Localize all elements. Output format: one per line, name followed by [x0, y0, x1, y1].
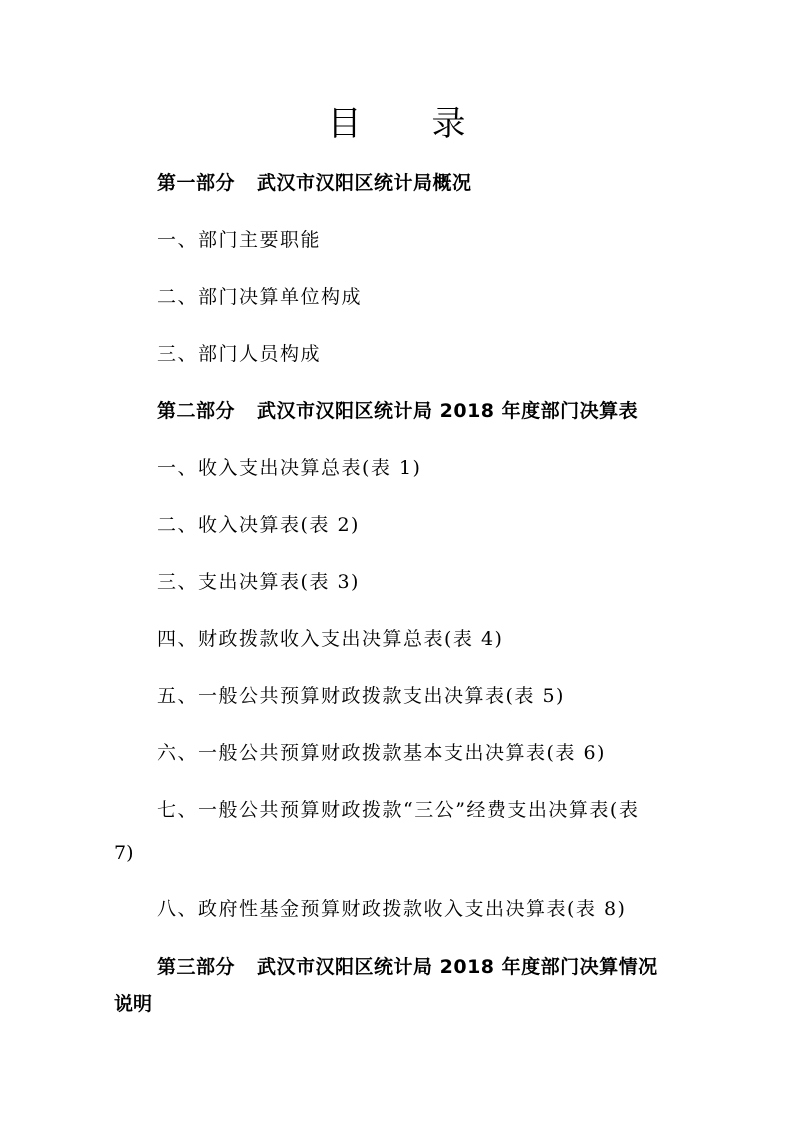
- part1-label: 第一部分: [157, 172, 236, 194]
- part2-title: 武汉市汉阳区统计局 2018 年度部门决算表: [257, 400, 639, 422]
- toc-item-part1-2[interactable]: 二、部门决算单位构成: [157, 286, 363, 308]
- part3-heading-continued[interactable]: 说明: [114, 993, 153, 1015]
- toc-item-part2-7[interactable]: 七、一般公共预算财政拨款“三公”经费支出决算表(表: [157, 799, 640, 821]
- part1-title: 武汉市汉阳区统计局概况: [257, 172, 472, 194]
- toc-item-part2-2[interactable]: 二、收入决算表(表 2): [157, 514, 360, 536]
- part3-label: 第三部分: [157, 956, 236, 978]
- toc-item-part2-7-continued[interactable]: 7): [114, 842, 134, 864]
- part3-heading[interactable]: [157, 955, 658, 979]
- toc-item-part2-4[interactable]: 四、财政拨款收入支出决算总表(表 4): [157, 628, 504, 650]
- toc-item-part2-6[interactable]: 六、一般公共预算财政拨款基本支出决算表(表 6): [157, 742, 606, 764]
- part3-title: 武汉市汉阳区统计局 2018 年度部门决算情况: [257, 956, 658, 978]
- toc-title-char-2: 录: [431, 104, 466, 144]
- toc-item-part2-8[interactable]: 八、政府性基金预算财政拨款收入支出决算表(表 8): [157, 898, 627, 920]
- part1-heading[interactable]: [157, 171, 472, 195]
- toc-item-part2-3[interactable]: 三、支出决算表(表 3): [157, 571, 360, 593]
- toc-item-part1-3[interactable]: 三、部门人员构成: [157, 343, 322, 365]
- part2-label: 第二部分: [157, 400, 236, 422]
- toc-item-part1-1[interactable]: 一、部门主要职能: [157, 229, 322, 251]
- toc-title: [0, 96, 793, 145]
- toc-item-part2-5[interactable]: 五、一般公共预算财政拨款支出决算表(表 5): [157, 685, 565, 707]
- part2-heading[interactable]: [157, 399, 638, 423]
- toc-title-char-1: 目: [327, 104, 362, 144]
- toc-item-part2-1[interactable]: 一、收入支出决算总表(表 1): [157, 457, 422, 479]
